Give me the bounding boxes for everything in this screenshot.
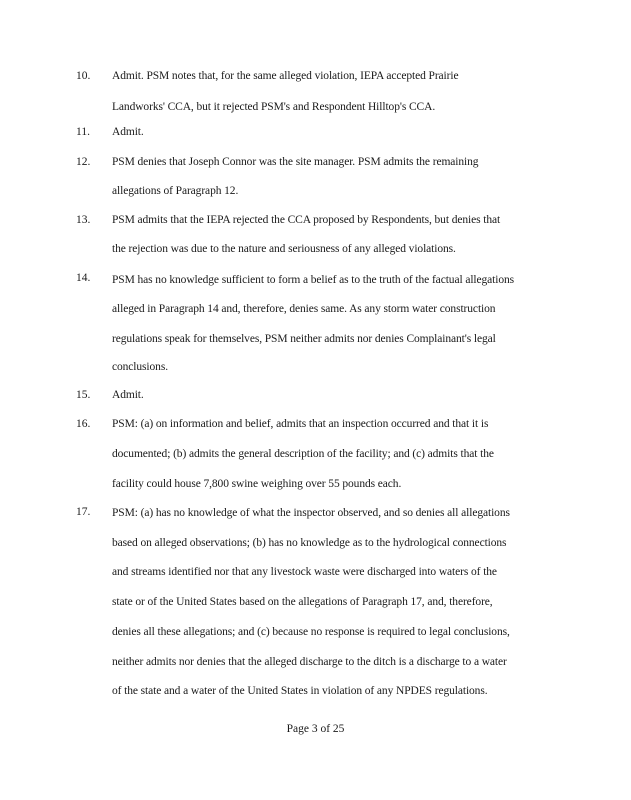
paragraph-line: PSM has no knowledge sufficient to form a belief as to the truth of the factual allegations [112,274,515,286]
paragraph-number: 17. [76,506,91,518]
paragraph-line: conclusions. [112,361,168,373]
paragraph-line: PSM: (a) on information and belief, admits that an inspection occurred and that it is [112,418,489,430]
paragraph-line: PSM denies that Joseph Connor was the site manager. PSM admits the remaining [112,156,479,168]
paragraph-line: Admit. PSM notes that, for the same alleged violation, IEPA accepted Prairie [112,70,459,82]
paragraph-line: alleged in Paragraph 14 and, therefore, denies same. As any storm water construction [112,303,496,315]
paragraph-line: denies all these allegations; and (c) because no response is required to legal conclusions, [112,626,510,638]
paragraph-line: based on alleged observations; (b) has no knowledge as to the hydrological connections [112,537,507,549]
paragraph-line: allegations of Paragraph 12. [112,185,239,197]
paragraph-line: Landworks' CCA, but it rejected PSM's and Respondent Hilltop's CCA. [112,101,436,113]
paragraph-line: PSM: (a) has no knowledge of what the inspector observed, and so denies all allegations [112,507,510,519]
paragraph-number: 12. [76,156,91,168]
paragraph-line: and streams identified nor that any livestock waste were discharged into waters of the [112,566,497,578]
paragraph-number: 14. [76,272,91,284]
paragraph-number: 10. [76,70,91,82]
paragraph-number: 13. [76,214,91,226]
paragraph-line: state or of the United States based on the allegations of Paragraph 17, and, therefore, [112,596,493,608]
paragraph-line: Admit. [112,389,144,401]
paragraph-line: PSM admits that the IEPA rejected the CCA proposed by Respondents, but denies that [112,214,501,226]
paragraph-line: facility could house 7,800 swine weighing over 55 pounds each. [112,478,402,490]
page-footer: Page 3 of 25 [286,723,345,735]
paragraph-number: 16. [76,418,91,430]
paragraph-line: neither admits nor denies that the alleged discharge to the ditch is a discharge to a water [112,656,507,668]
paragraph-number: 11. [76,126,90,138]
paragraph-line: documented; (b) admits the general description of the facility; and (c) admits that the [112,448,494,460]
paragraph-line: of the state and a water of the United States in violation of any NPDES regulations. [112,685,488,697]
paragraph-line: regulations speak for themselves, PSM neither admits nor denies Complainant's legal [112,333,496,345]
paragraph-number: 15. [76,389,91,401]
paragraph-line: the rejection was due to the nature and seriousness of any alleged violations. [112,243,456,255]
paragraph-line: Admit. [112,126,144,138]
